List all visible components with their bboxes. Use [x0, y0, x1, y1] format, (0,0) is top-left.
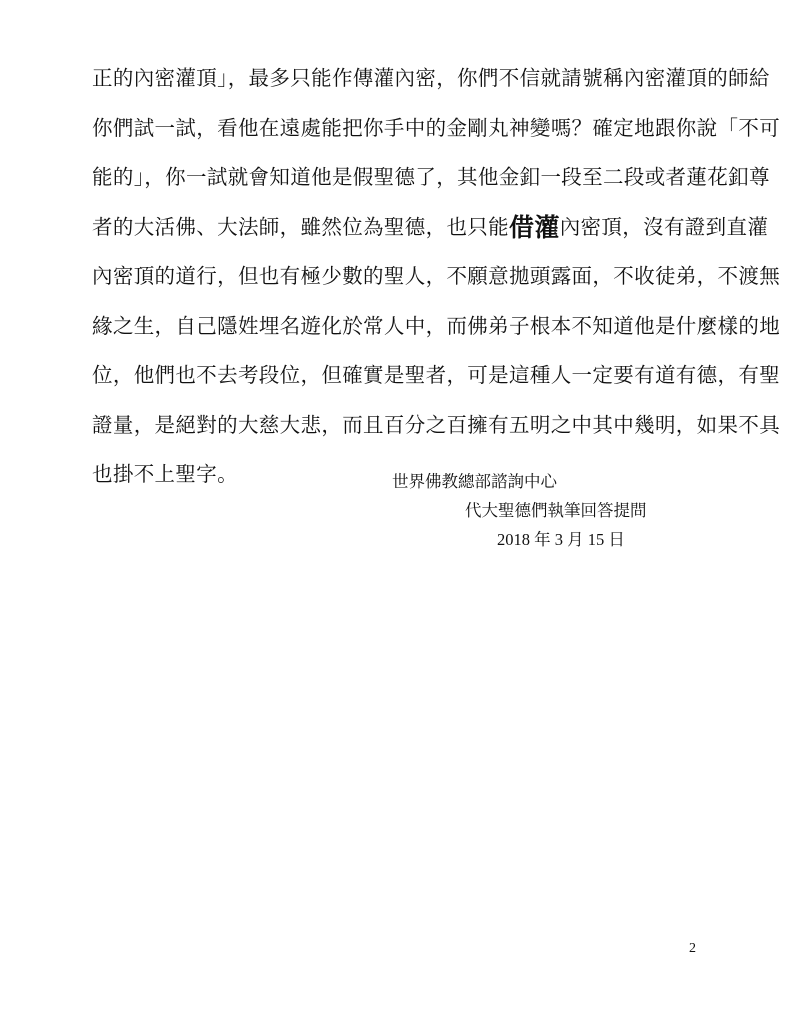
body-line: 位，他們也不去考段位，但確實是聖者，可是這種人一定要有道有德，有聖: [92, 363, 781, 387]
body-line: 也掛不上聖字。: [92, 462, 238, 486]
body-line-part: 者的大活佛、大法師，雖然位為聖德，也只能: [92, 214, 509, 239]
body-line: 證量，是絕對的大慈大悲，而且百分之百擁有五明之中其中幾明，如果不具: [92, 412, 781, 437]
page-number: 2: [689, 941, 696, 956]
body-line: 能的」，你一試就會知道他是假聖德了，其他金釦一段至二段或者蓮花釦尊: [92, 165, 770, 189]
body-line: 緣之生，自己隱姓埋名遊化於常人中，而佛弟子根本不知道他是什麼樣的地: [92, 313, 781, 338]
signature-author: 代大聖德們執筆回答提問: [465, 501, 647, 520]
body-text: [92, 66, 781, 486]
body-line: 正的內密灌頂」，最多只能作傳灌內密，你們不信就請號稱內密灌頂的師給: [92, 66, 770, 90]
body-line: 內密頂的道行，但也有極少數的聖人，不願意拋頭露面，不收徒弟，不渡無: [92, 264, 781, 288]
emphasized-term: 借灌: [509, 212, 560, 242]
signature-organization: 世界佛教總部諮詢中心: [392, 472, 557, 491]
signature-date: 2018 年 3 月 15 日: [497, 530, 625, 549]
body-line: 你們試一試，看他在遠處能把你手中的金剛丸神變嗎？確定地跟你說「不可: [92, 115, 781, 140]
body-line-emphasis: [92, 212, 769, 242]
body-line-part: 內密頂，沒有證到直灌: [559, 214, 769, 239]
